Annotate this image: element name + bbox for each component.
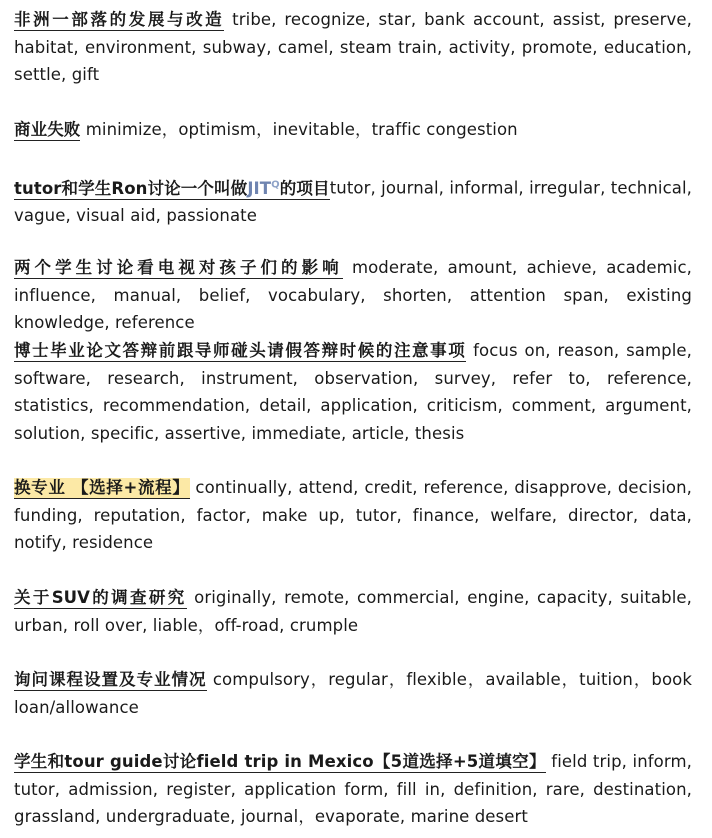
section-title: 非洲一部落的发展与改造: [14, 10, 225, 29]
section-title: 学生和tour guide讨论field trip in Mexico【5道选择+5道填空】: [14, 752, 546, 771]
section-business-failure: [14, 116, 692, 144]
section-course-inquiry: [14, 666, 692, 721]
section-title: 两个学生讨论看电视对孩子们的影响: [14, 258, 343, 277]
section-title: [14, 179, 330, 200]
section-title-post: 的项目: [279, 178, 330, 198]
section-tv-influence: [14, 254, 692, 337]
section-words: minimize，optimism，inevitable，traffic congestion: [80, 120, 518, 139]
section-words: field trip, inform, tutor, admission, register, application form, fill in, definition, rare, destination, grassland, undergraduate, journal，evaporate, marine desert: [14, 752, 692, 826]
section-words: tribe, recognize, star, bank account, assist, preserve, habitat, environment, subway, camel, steam train, activity, promote, education, settle, gift: [14, 10, 692, 84]
section-phd-defense: [14, 337, 692, 447]
section-title: 商业失败: [14, 120, 81, 139]
section-title-pre: tutor和学生Ron讨论一个叫做: [14, 178, 248, 198]
section-words: focus on, reason, sample, software, research, instrument, observation, survey, refer to, reference, statistics, recommendation, detail, application, criticism, comment, argument, solution, specific, assertive, immediate, article, thesis: [14, 341, 693, 443]
jit-label: JIT: [247, 178, 272, 198]
section-words: tutor, journal, informal, irregular, technical, vague, visual aid, passionate: [14, 178, 692, 225]
section-words: originally, remote, commercial, engine, capacity, suitable, urban, roll over, liable，off-road, crumple: [14, 588, 692, 635]
section-title: 询问课程设置及专业情况: [14, 670, 207, 689]
section-field-trip: [14, 748, 692, 831]
section-suv-survey: [14, 584, 692, 639]
section-change-major: [14, 474, 692, 557]
section-words: compulsory，regular，flexible，available，tuition，book loan/allowance: [14, 670, 692, 717]
section-jit-project: [14, 171, 692, 230]
section-title: 关于SUV的调查研究: [14, 588, 187, 607]
section-african-tribe: [14, 6, 692, 89]
section-title: 博士毕业论文答辩前跟导师碰头请假答辩时候的注意事项: [14, 341, 467, 360]
section-title-highlighted: 换专业 【选择+流程】: [14, 478, 190, 497]
superscript-mark: Q: [271, 179, 280, 190]
section-words: continually, attend, credit, reference, disapprove, decision, funding, reputation, factor, make up, tutor, finance, welfare, director, data, notify, residence: [14, 478, 692, 552]
section-words: moderate, amount, achieve, academic, influence, manual, belief, vocabulary, shorten, attention span, existing knowledge, reference: [14, 258, 692, 332]
